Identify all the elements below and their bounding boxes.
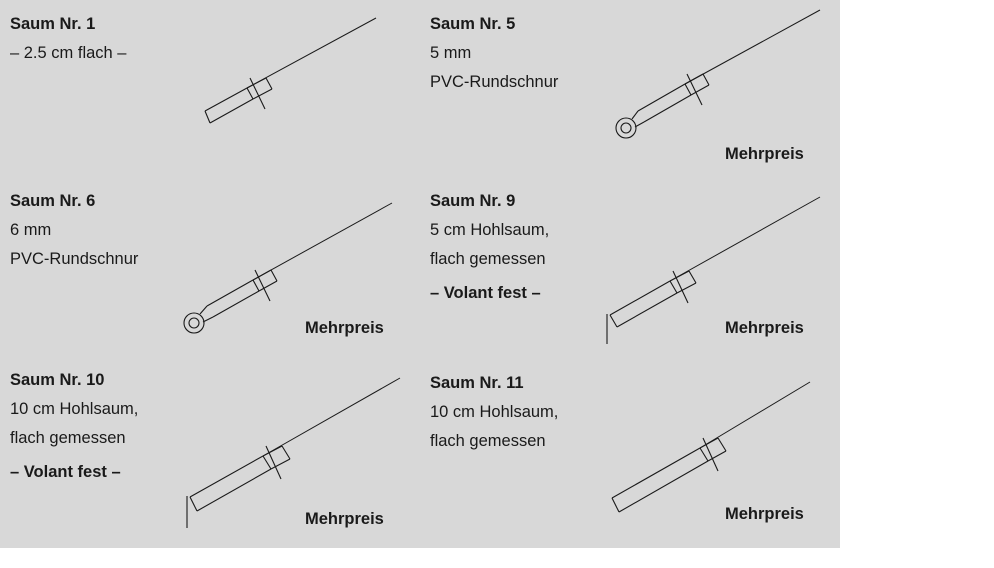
- item-line: 5 cm Hohlsaum,: [430, 221, 550, 239]
- surcharge-label: Mehrpreis: [725, 145, 804, 163]
- surcharge-label: Mehrpreis: [305, 510, 384, 528]
- hem-option-saum-10: [0, 350, 420, 548]
- item-line: 6 mm: [10, 221, 52, 239]
- item-title: Saum Nr. 9: [430, 192, 516, 210]
- item-line: – 2.5 cm flach –: [10, 44, 127, 62]
- surcharge-label: Mehrpreis: [725, 319, 804, 337]
- hem-option-saum-1: [0, 0, 420, 175]
- hem-drawing-saum-9: [420, 175, 840, 350]
- item-line: – Volant fest –: [10, 463, 121, 481]
- item-line: 5 mm: [430, 44, 472, 62]
- item-title: Saum Nr. 5: [430, 15, 516, 33]
- item-line: flach gemessen: [10, 429, 126, 447]
- item-line: – Volant fest –: [430, 284, 541, 302]
- item-title: Saum Nr. 10: [10, 371, 105, 389]
- item-line: PVC-Rundschnur: [430, 73, 559, 91]
- hem-option-saum-6: [0, 175, 420, 350]
- item-title: Saum Nr. 1: [10, 15, 96, 33]
- hem-option-saum-5: [420, 0, 840, 175]
- hem-drawing-saum-1: [0, 0, 420, 175]
- hem-option-saum-9: [420, 175, 840, 350]
- item-line: PVC-Rundschnur: [10, 250, 139, 268]
- item-line: flach gemessen: [430, 432, 546, 450]
- item-title: Saum Nr. 6: [10, 192, 96, 210]
- surcharge-label: Mehrpreis: [725, 505, 804, 523]
- hem-drawing-saum-5: [420, 0, 840, 175]
- item-line: 10 cm Hohlsaum,: [430, 403, 559, 421]
- hem-drawing-saum-6: [0, 175, 420, 350]
- hem-drawing-saum-11: [420, 350, 840, 548]
- hem-drawing-saum-10: [0, 350, 420, 548]
- item-line: 10 cm Hohlsaum,: [10, 400, 139, 418]
- item-line: flach gemessen: [430, 250, 546, 268]
- hem-option-saum-11: [420, 350, 840, 548]
- surcharge-label: Mehrpreis: [305, 319, 384, 337]
- item-title: Saum Nr. 11: [430, 374, 524, 392]
